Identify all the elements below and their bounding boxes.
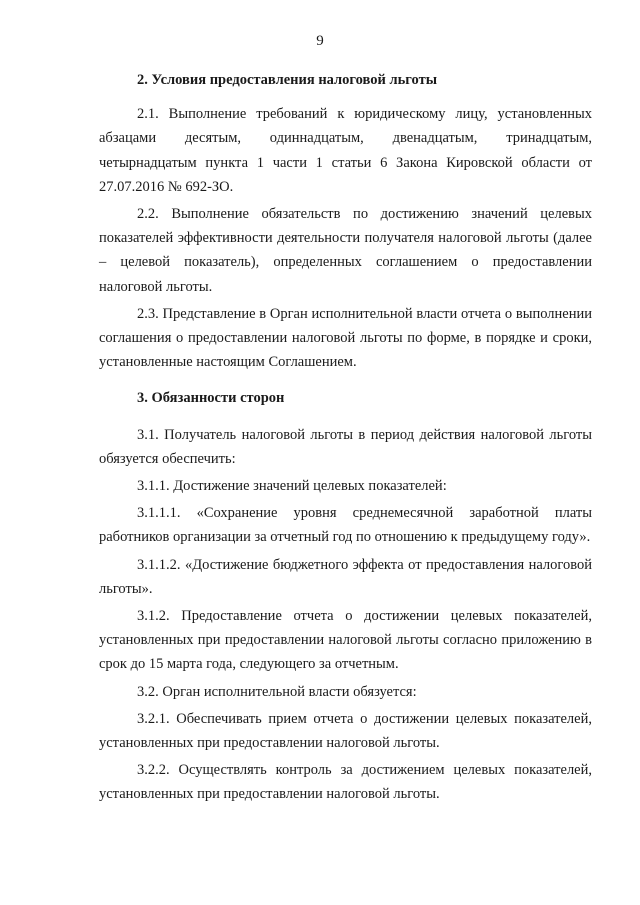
paragraph-3-2: 3.2. Орган исполнительной власти обязуется: <box>137 683 417 700</box>
paragraph-3-1-1-2: 3.1.1.2. «Достижение бюджетного эффекта от предоставления налоговой льготы». <box>99 556 592 597</box>
section-2-heading: 2. Условия предоставления налоговой льготы <box>137 72 438 88</box>
paragraph-3-1-2: 3.1.2. Предоставление отчета о достижении целевых показателей, установленных при предоставлении налоговой льготы согласно приложению в срок до 15 марта года, следующего за отчетным. <box>99 608 592 673</box>
paragraph-3-2-1: 3.2.1. Обеспечивать прием отчета о достижении целевых показателей, установленных при предоставлении налоговой льготы. <box>99 710 592 752</box>
page-number: 9 <box>316 33 324 49</box>
paragraph-3-1-1-1: 3.1.1.1. «Сохранение уровня среднемесячной заработной платы работников организации за отчетный год по отношению к предыдущему году». <box>99 505 592 546</box>
paragraph-3-2-2: 3.2.2. Осуществлять контроль за достижением целевых показателей, установленных при предоставлении налоговой льготы. <box>99 762 592 803</box>
paragraph-2-1: 2.1. Выполнение требований к юридическому лицу, установленных абзацами десятым, одиннадцатым, двенадцатым, тринадцатым, четырнадцатым пункта 1 части 1 статьи 6 Закона Кировской области от 27.07.2016 № 692-ЗО. <box>99 106 592 195</box>
paragraph-2-2: 2.2. Выполнение обязательств по достижению значений целевых показателей эффективности деятельности получателя налоговой льготы (далее – целевой показатель), определенных соглашением о предоставлении налоговой льготы. <box>99 206 592 295</box>
document-body <box>99 68 592 810</box>
paragraph-2-3: 2.3. Представление в Орган исполнительной власти отчета о выполнении соглашения о предоставлении налоговой льготы по форме, в порядке и сроки, установленные настоящим Соглашением. <box>99 305 592 371</box>
paragraph-3-1: 3.1. Получатель налоговой льготы в период действия налоговой льготы обязуется обеспечить: <box>99 426 592 467</box>
section-3-heading: 3. Обязанности сторон <box>137 390 285 407</box>
paragraph-3-1-1: 3.1.1. Достижение значений целевых показателей: <box>137 478 447 495</box>
